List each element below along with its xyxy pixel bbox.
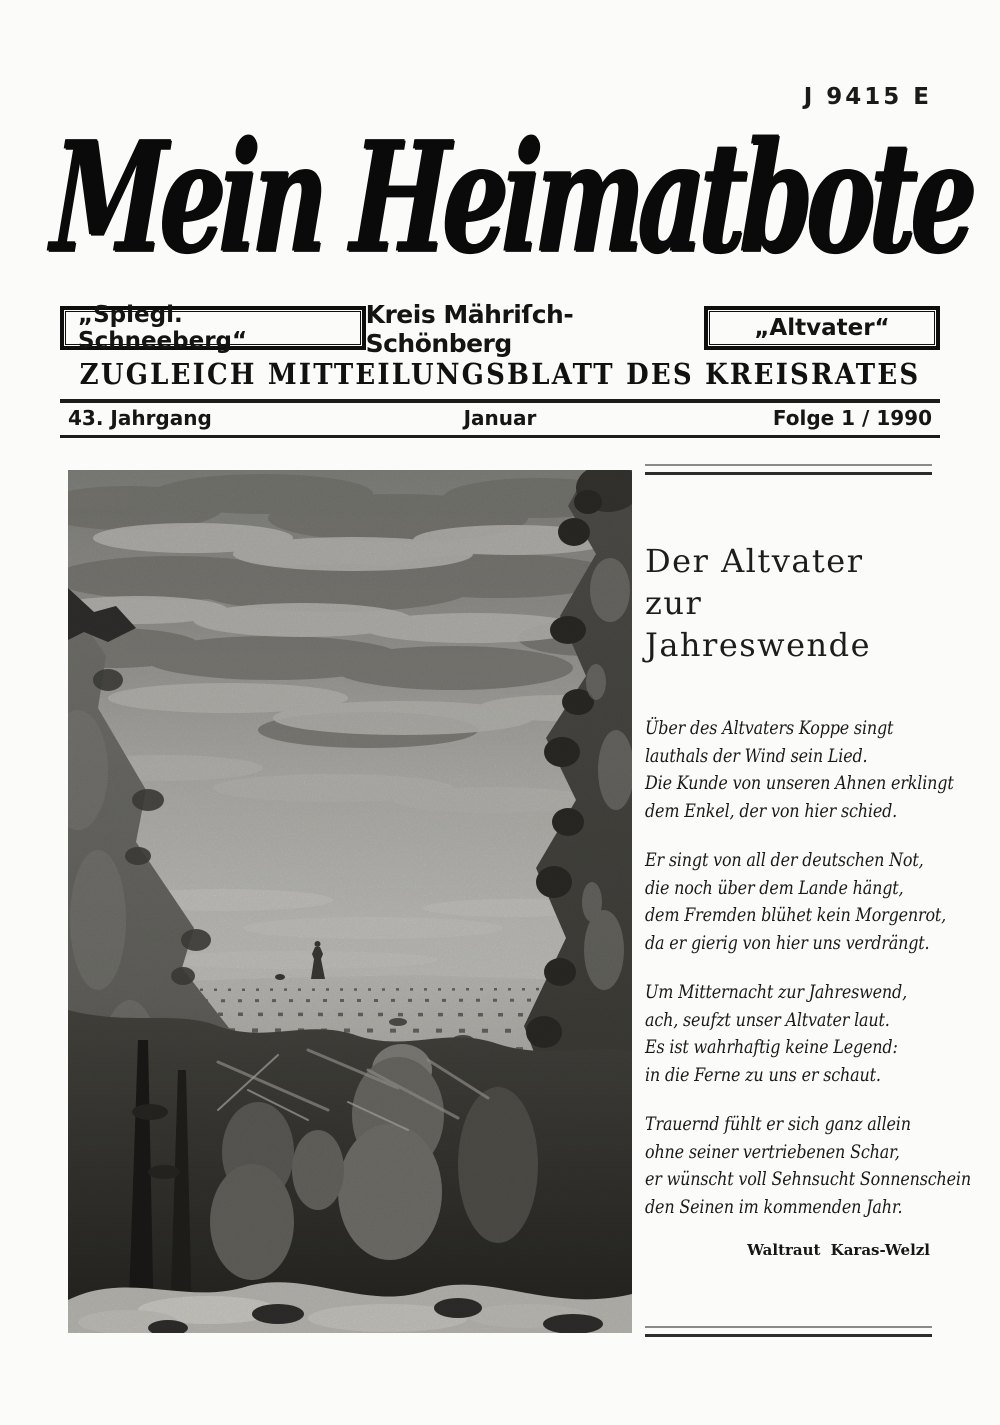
poem-line: den Seinen im kommenden Jahr. bbox=[645, 1195, 903, 1218]
poem-line: Die Kunde von unseren Ahnen erklingt bbox=[645, 772, 954, 794]
article-column bbox=[645, 460, 971, 1360]
poem-line: dem Fremden blühet kein Morgenrot, bbox=[645, 904, 947, 926]
poem-line: ach, seufzt unser Altvater laut. bbox=[645, 1008, 890, 1031]
article-title-line: Der Altvater bbox=[645, 542, 864, 580]
postal-registration-code: J 9415 E bbox=[803, 84, 932, 110]
region-banner bbox=[60, 300, 940, 358]
subtitle-line: ZUGLEICH MITTEILUNGSBLATT DES KREISRATES bbox=[79, 358, 921, 392]
issue-label: Folge 1 / 1990 bbox=[772, 406, 932, 430]
article-title-line: zur bbox=[645, 584, 703, 622]
issue-bar bbox=[68, 406, 932, 430]
poem-line: Um Mitternacht zur Jahreswend, bbox=[645, 981, 907, 1003]
winter-landscape-photo bbox=[68, 470, 632, 1333]
poem-line: lauthals der Wind sein Lied. bbox=[645, 744, 868, 767]
poem-line: die noch über dem Lande hängt, bbox=[645, 876, 904, 899]
divider-rule-bottom bbox=[60, 435, 940, 438]
masthead bbox=[48, 98, 974, 303]
poem-stanza bbox=[645, 979, 907, 1089]
poem-line: dem Enkel, der von hier schied. bbox=[645, 799, 898, 822]
poem-stanza bbox=[645, 1111, 971, 1221]
region-label-kreis: Kreis Mähriſch-Schönberg bbox=[365, 300, 574, 358]
poem-line: Trauernd fühlt er sich ganz allein bbox=[645, 1113, 911, 1135]
poem-line: in die Ferne zu uns er schaut. bbox=[645, 1063, 881, 1086]
article-title-line: Jahreswende bbox=[645, 626, 872, 664]
poem-author: Waltraut Karas-Welzl bbox=[747, 1241, 930, 1259]
poem-line: Er singt von all der deutschen Not, bbox=[645, 849, 924, 871]
column-rule-bottom-thick bbox=[645, 1334, 932, 1337]
poem-body bbox=[645, 715, 971, 1243]
region-box-altvater: „Altvater“ bbox=[704, 306, 940, 350]
article-title bbox=[645, 540, 871, 666]
column-rule-bottom-thin bbox=[645, 1326, 932, 1328]
masthead-title: Mein Heimatbote bbox=[48, 108, 974, 288]
poem-line: Es ist wahrhaftig keine Legend: bbox=[645, 1036, 898, 1058]
volume-label: 43. Jahrgang bbox=[68, 406, 212, 430]
column-rule-top-thin bbox=[645, 464, 932, 466]
poem-line: Über des Altvaters Koppe singt bbox=[645, 717, 894, 739]
divider-rule-top bbox=[60, 399, 940, 403]
region-box-schneeberg: „Spiegl. Schneeberg“ bbox=[60, 306, 366, 350]
poem-stanza bbox=[645, 715, 954, 825]
month-label: Januar bbox=[463, 406, 537, 430]
winter-photo-illustration bbox=[68, 470, 632, 1333]
poem-line: ohne seiner vertriebenen Schar, bbox=[645, 1140, 900, 1163]
poem-line: er wünscht voll Sehnsucht Sonnenschein bbox=[645, 1168, 971, 1190]
column-rule-top-thick bbox=[645, 472, 932, 475]
poem-stanza bbox=[645, 847, 947, 957]
poem-line: da er gierig von hier uns verdrängt. bbox=[645, 931, 930, 954]
